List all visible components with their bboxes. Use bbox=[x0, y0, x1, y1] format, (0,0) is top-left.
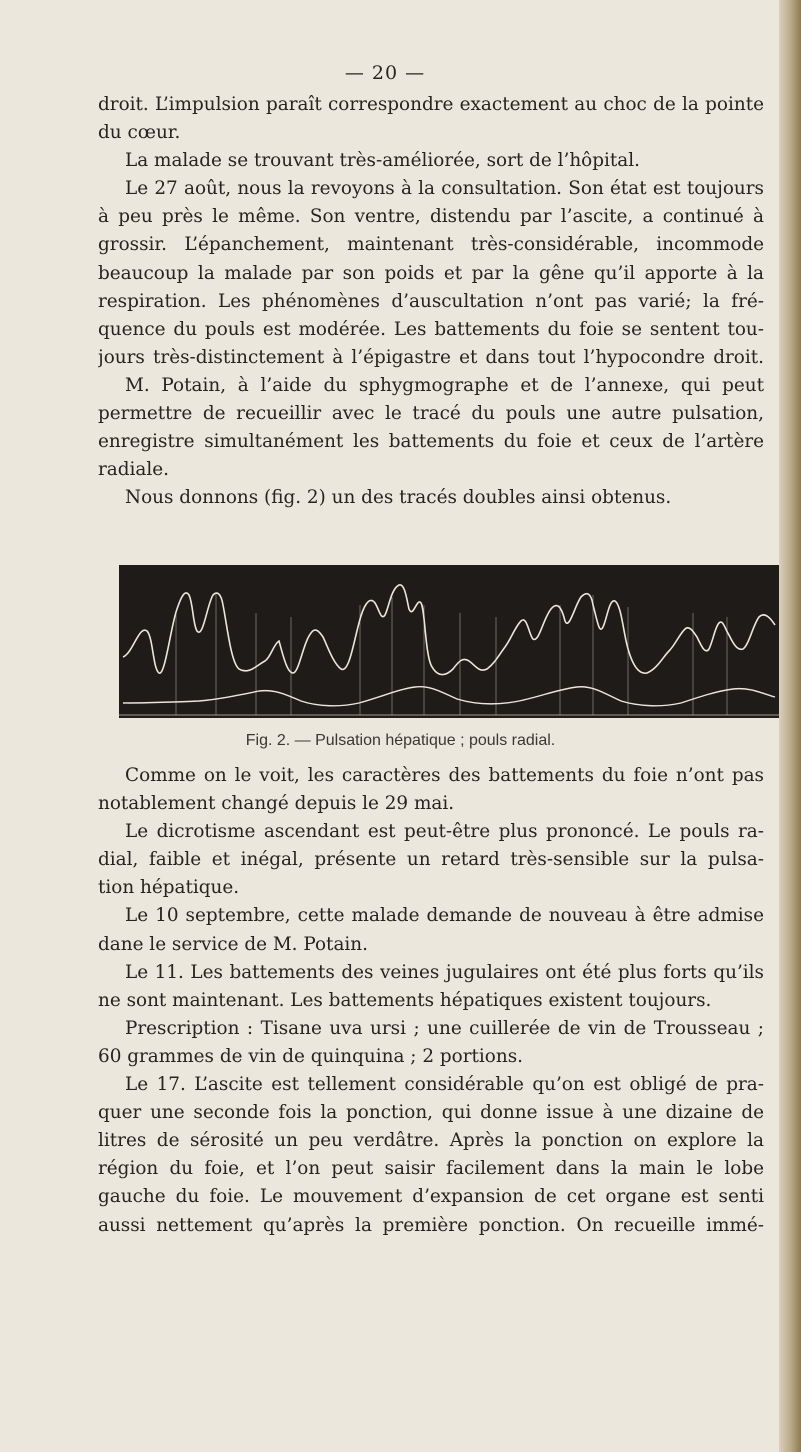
text-line: notablement changé depuis le 29 mai. bbox=[98, 793, 455, 815]
text-line: Le 10 septembre, cette malade demande de nouveau à être admise bbox=[125, 905, 764, 927]
text-line: jours très-distinctement à l’épigastre et dans tout l’hypocondre droit. bbox=[98, 346, 764, 368]
text-line: tion hépatique. bbox=[98, 877, 240, 899]
text-line: Le 27 août, nous la revoyons à la consultation. Son état est toujours bbox=[125, 178, 764, 200]
text-line: dial, faible et inégal, présente un retard très-sensible sur la pulsa- bbox=[98, 849, 764, 871]
figure-caption: Fig. 2. — Pulsation hépatique ; pouls radial. bbox=[245, 732, 556, 749]
sphygmograph-tracing bbox=[119, 565, 779, 718]
text-line: radiale. bbox=[98, 459, 169, 481]
text-line: du cœur. bbox=[98, 122, 181, 144]
text-line: Le 11. Les battements des veines jugulaires ont été plus forts qu’ils bbox=[125, 961, 764, 983]
text-line: Prescription : Tisane uva ursi ; une cuillerée de vin de Trousseau ; bbox=[125, 1017, 764, 1039]
page-number: — 20 — bbox=[344, 62, 426, 84]
text-line: gauche du foie. Le mouvement d’expansion de cet organe est senti bbox=[98, 1186, 764, 1208]
text-line: grossir. L’épanchement, maintenant très-considérable, incommode bbox=[98, 234, 764, 256]
text-line: beaucoup la malade par son poids et par la gêne qu’il apporte à la bbox=[98, 262, 764, 284]
text-line: à peu près le même. Son ventre, distendu par l’ascite, a continué à bbox=[98, 206, 764, 228]
text-line: Comme on le voit, les caractères des battements du foie n’ont pas bbox=[125, 765, 764, 786]
text-line: permettre de recueillir avec le tracé du pouls une autre pulsation, bbox=[98, 403, 764, 425]
text-line: dane le service de M. Potain. bbox=[98, 933, 368, 955]
text-line: quence du pouls est modérée. Les battements du foie se sentent tou- bbox=[98, 318, 764, 340]
text-line: 60 grammes de vin de quinquina ; 2 portions. bbox=[98, 1045, 523, 1067]
text-line: Nous donnons (fig. 2) un des tracés doubles ainsi obtenus. bbox=[125, 487, 672, 509]
text-line: droit. L’impulsion paraît correspondre exactement au choc de la pointe bbox=[98, 94, 764, 115]
text-block-top bbox=[98, 91, 764, 512]
text-line: respiration. Les phénomènes d’auscultation n’ont pas varié; la fré- bbox=[98, 290, 764, 312]
text-line: La malade se trouvant très-améliorée, sort de l’hôpital. bbox=[125, 150, 640, 172]
text-line: Le 17. L’ascite est tellement considérable qu’on est obligé de pra- bbox=[125, 1074, 764, 1096]
figure-tracing bbox=[119, 565, 779, 718]
text-block-bottom bbox=[98, 762, 764, 1240]
text-line: ne sont maintenant. Les battements hépatiques existent toujours. bbox=[98, 989, 712, 1011]
text-line: aussi nettement qu’après la première ponction. On recueille immé- bbox=[98, 1214, 764, 1236]
text-line: quer une seconde fois la ponction, qui donne issue à une dizaine de bbox=[98, 1102, 764, 1124]
text-line: M. Potain, à l’aide du sphygmographe et de l’annexe, qui peut bbox=[125, 374, 764, 396]
text-line: Le dicrotisme ascendant est peut-être plus prononcé. Le pouls ra- bbox=[125, 821, 764, 843]
text-line: litres de sérosité un peu verdâtre. Après la ponction on explore la bbox=[98, 1130, 764, 1152]
text-line: région du foie, et l’on peut saisir facilement dans la main le lobe bbox=[98, 1158, 764, 1180]
text-line: enregistre simultanément les battements du foie et ceux de l’artère bbox=[98, 431, 764, 453]
page-edge bbox=[779, 0, 801, 1452]
